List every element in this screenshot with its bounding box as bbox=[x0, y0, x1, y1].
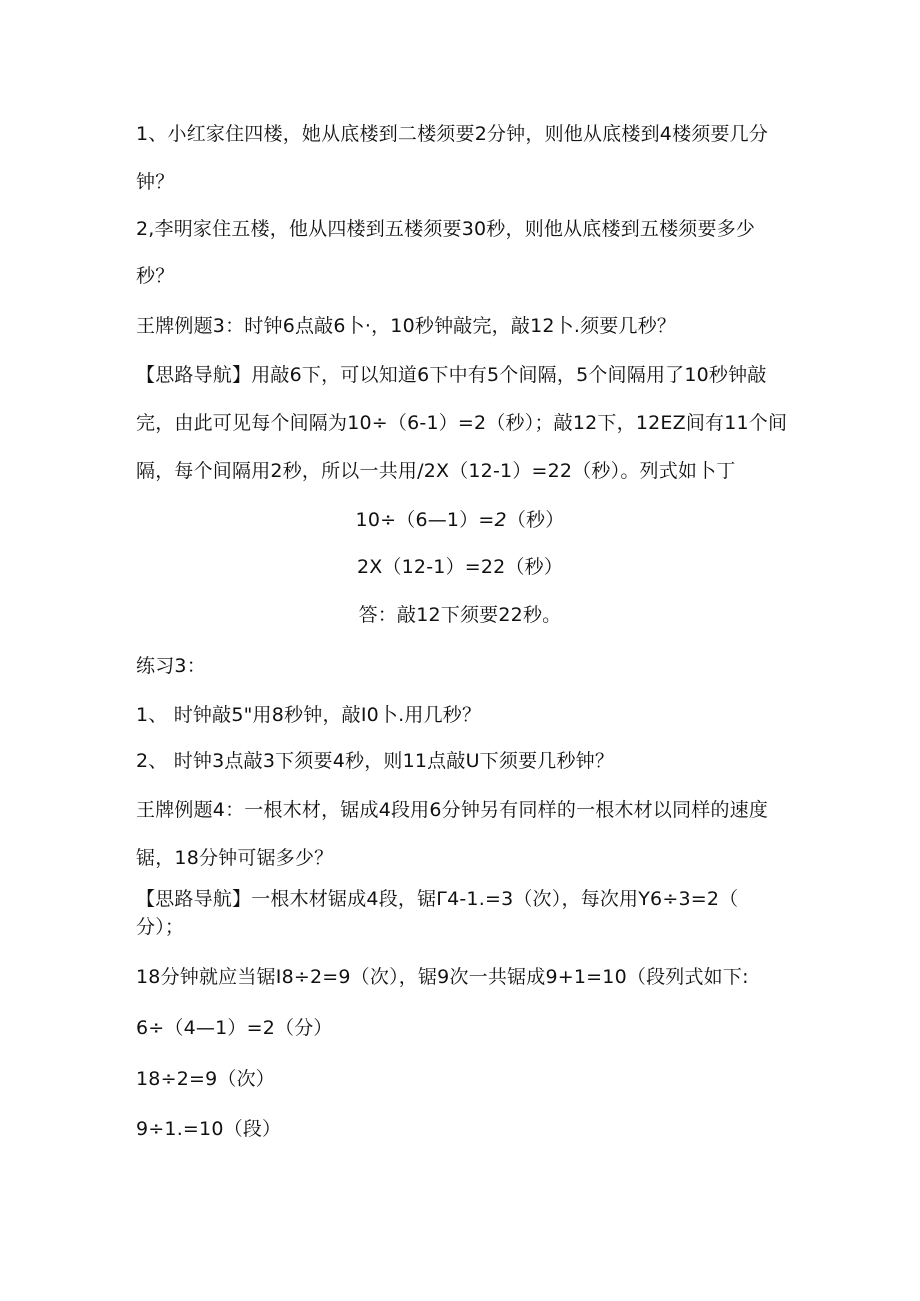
example-3-answer: 答：敲12下须要22秒。 bbox=[358, 604, 562, 626]
example-3-heading: 王牌例题3：时钟6点敲6卜·，10秒钟敲完，敲12卜.须要几秒？ bbox=[136, 315, 677, 337]
formula-1-part-2: =2 bbox=[478, 509, 507, 531]
example-3-formula-1 bbox=[0, 508, 920, 532]
example-3-formula-2: 2X（12-1）=22（秒） bbox=[356, 556, 564, 578]
example-3-hint-line-3: 隔，每个间隔用2秒，所以一共用/2X（12-1）=22（秒）。列式如卜丁 bbox=[136, 460, 736, 482]
example-4-hint-line-1: 【思路导航】一根木材锯成4段，锯Γ4-1.=3（次），每次用Y6÷3=2（ bbox=[136, 888, 739, 910]
example-4-line-1: 王牌例题4：一根木材，锯成4段用6分钟另有同样的一根木材以同样的速度 bbox=[136, 799, 769, 821]
problem-1-line-1: 1、小红家住四楼，她从底楼到二楼须要2分钟，则他从底楼到4楼须要几分 bbox=[136, 123, 769, 145]
practice-3-item-1: 1、 时钟敲5"用8秒钟，敲I0卜.用几秒？ bbox=[136, 704, 482, 726]
example-4-hint-line-3: 18分钟就应当锯I8÷2=9（次），锯9次一共锯成9+1=10（段列式如下: bbox=[136, 966, 749, 988]
problem-2-line-2: 秒？ bbox=[136, 265, 175, 287]
example-4-formula-3: 9÷1.=10（段） bbox=[136, 1118, 282, 1140]
practice-3-heading: 练习3： bbox=[136, 655, 206, 677]
practice-3-item-2: 2、 时钟3点敲3下须要4秒，则11点敲U下须要几秒钟？ bbox=[136, 750, 615, 772]
problem-1-line-2: 钟？ bbox=[136, 171, 175, 193]
problem-2-line-1: 2,李明家住五楼，他从四楼到五楼须要30秒，则他从底楼到五楼须要多少 bbox=[136, 218, 756, 240]
example-4-formula-2: 18÷2=9（次） bbox=[136, 1068, 275, 1090]
example-4-hint-line-2: 分）； bbox=[136, 916, 185, 938]
example-3-hint-line-1: 【思路导航】用敲6下，可以知道6下中有5个间隔，5个间隔用了10秒钟敲 bbox=[136, 364, 767, 386]
example-4-formula-1: 6÷（4—1）=2（分） bbox=[136, 1017, 333, 1039]
example-3-hint-line-2: 完，由此可见每个间隔为10÷（6-1）=2（秒）；敲12下，12EZ间有11个间 bbox=[136, 412, 788, 434]
example-4-line-2: 锯，18分钟可锯多少？ bbox=[136, 847, 334, 869]
formula-1-part-1: 10÷（6—1） bbox=[355, 509, 479, 531]
formula-1-part-3: （秒） bbox=[506, 509, 565, 531]
